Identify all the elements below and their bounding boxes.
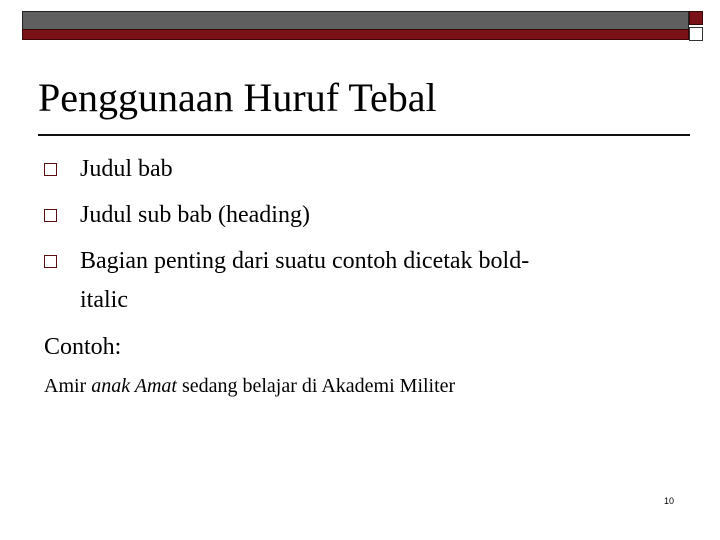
slide-title: Penggunaan Huruf Tebal xyxy=(38,75,437,120)
square-outline-icon xyxy=(44,255,57,268)
header-red-square xyxy=(689,11,703,25)
example-sentence xyxy=(44,373,455,399)
bullet-text: Judul bab xyxy=(80,156,173,182)
square-outline-icon xyxy=(44,163,57,176)
header-white-square xyxy=(689,27,703,41)
bullet-text: Bagian penting dari suatu contoh dicetak bold- xyxy=(80,248,530,274)
example-text-plain: Amir xyxy=(44,375,92,397)
example-text-italic: anak Amat xyxy=(91,375,177,397)
bullet-text: Judul sub bab (heading) xyxy=(80,202,310,228)
bullet-text-continuation: italic xyxy=(80,287,128,313)
example-label: Contoh: xyxy=(44,334,122,360)
square-outline-icon xyxy=(44,209,57,222)
title-underline xyxy=(38,134,690,136)
header-red-band xyxy=(22,29,689,40)
example-text-plain: sedang belajar di Akademi Militer xyxy=(176,375,456,397)
header-gray-band xyxy=(22,11,689,31)
page-number: 10 xyxy=(664,496,675,506)
